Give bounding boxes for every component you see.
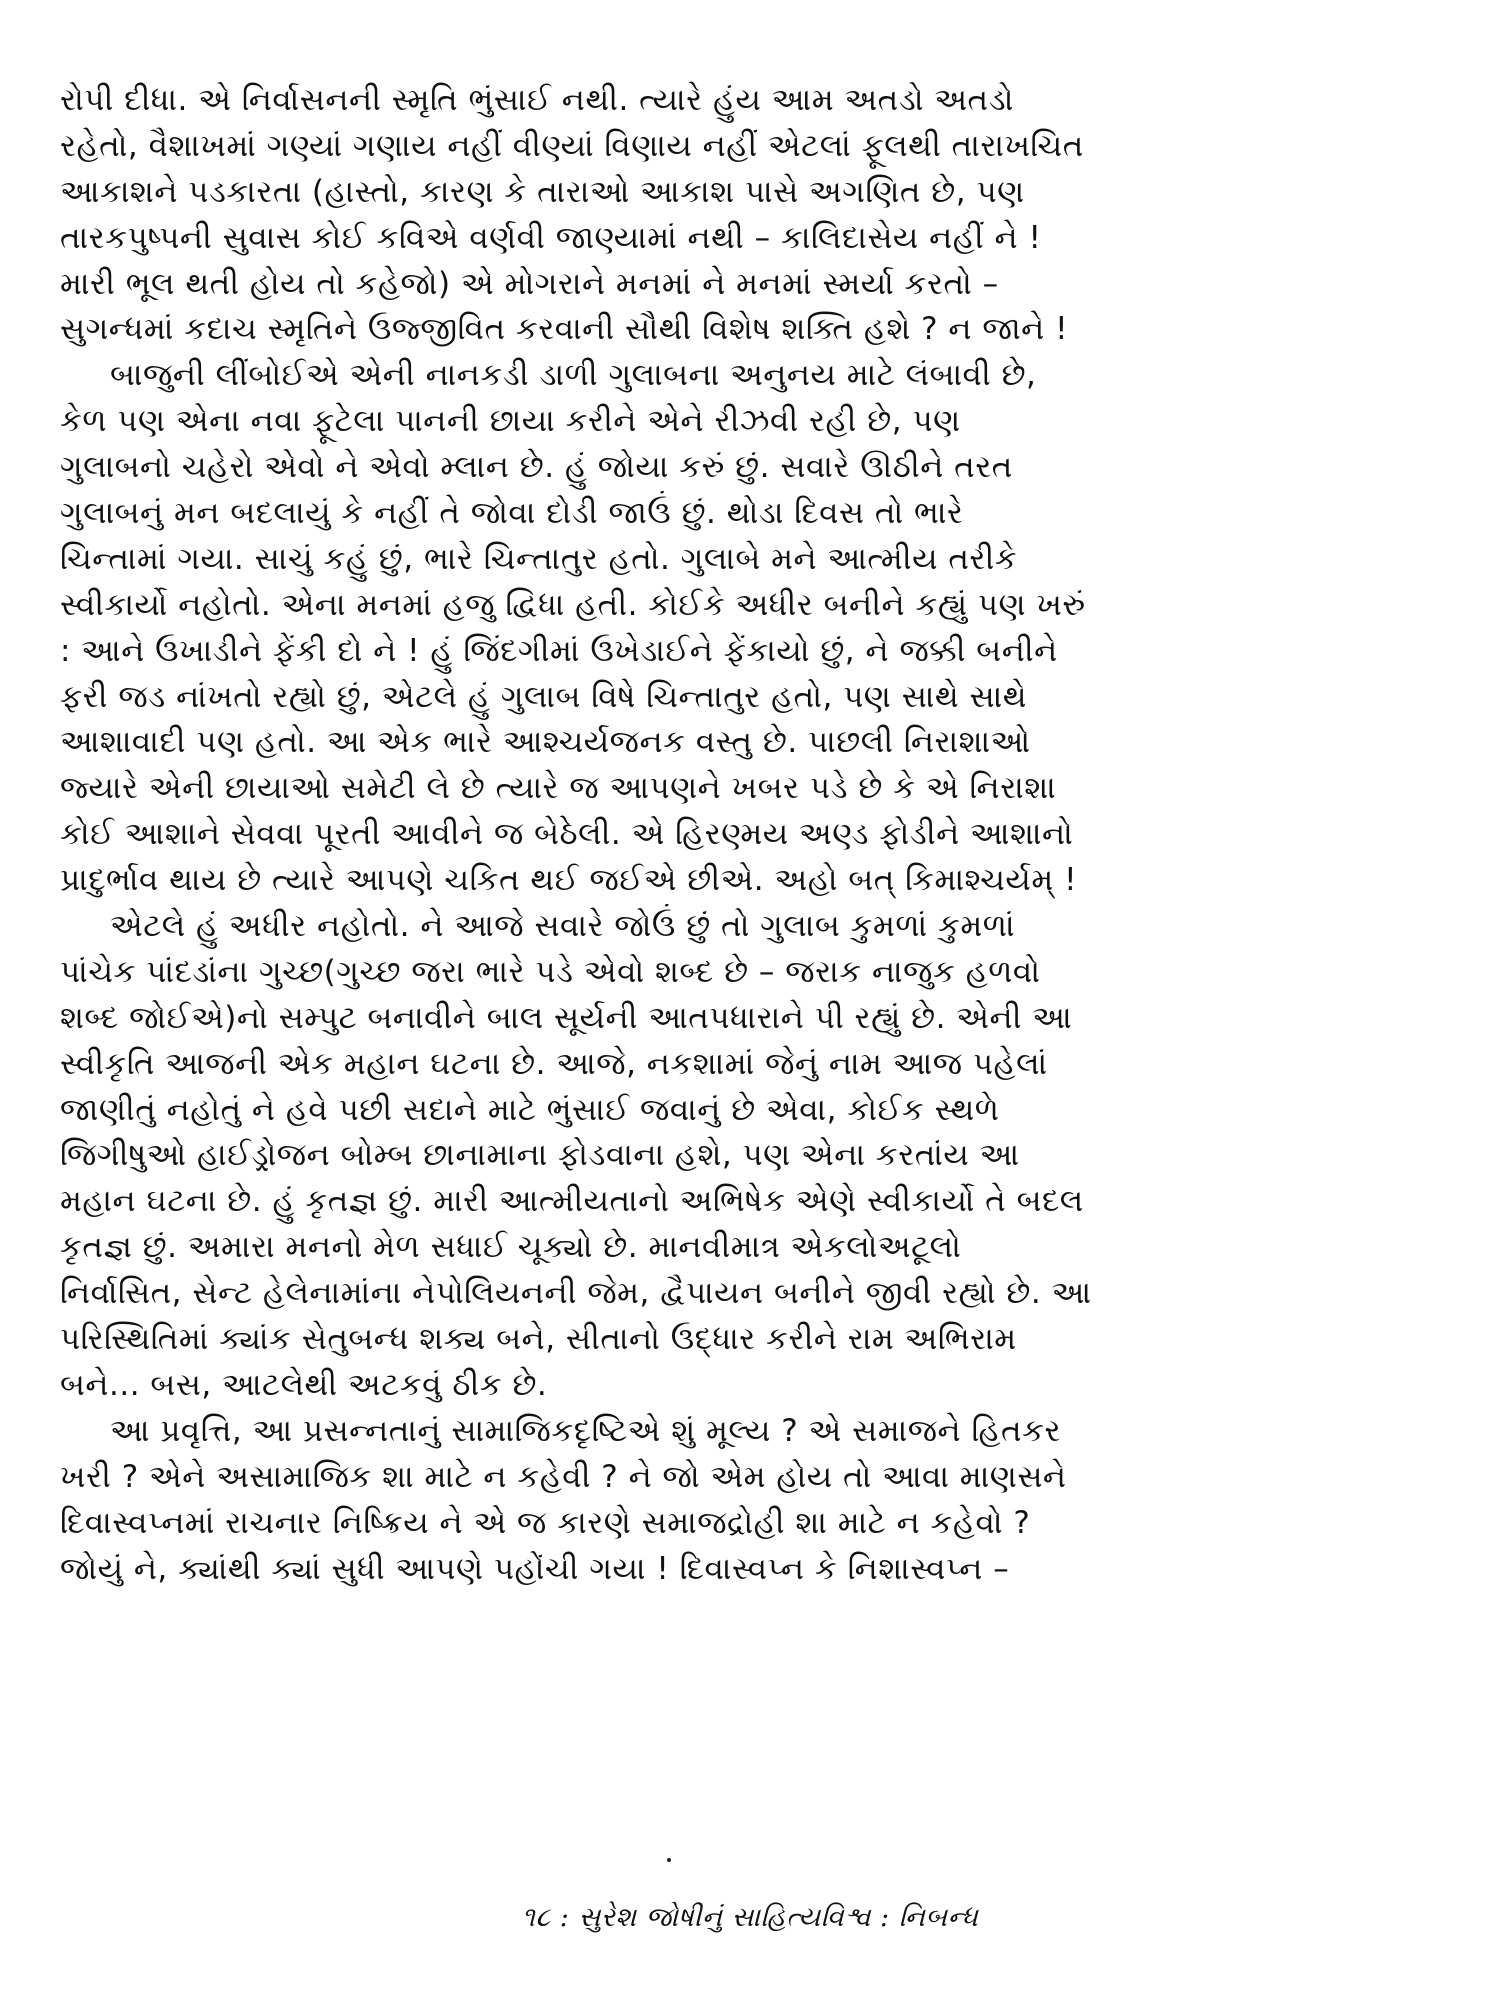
text-line: એટલે હું અધીર નહોતો. ને આજે સવારે જોઉં છું તો ગુલાબ કુમળાં કુમળાં: [110, 908, 1016, 945]
text-line: ગુલાબનું મન બદલાયું કે નહીં તે જોવા દોડી જાઉં છું. થોડા દિવસ તો ભારે: [60, 495, 964, 532]
text-line: સુગન્ધમાં કદાચ સ્મૃતિને ઉજ્જીવિત કરવાની સૌથી વિશેષ શક્તિ હશે ? ન જાને !: [60, 311, 1069, 348]
text-line: : આને ઉખાડીને ફેંકી દો ને ! હું જિંદગીમાં ઉખેડાઈને ફેંકાયો છું, ને જક્કી બનીને: [60, 632, 1058, 669]
text-line: બને... બસ, આટલેથી અટકવું ઠીક છે.: [60, 1366, 548, 1403]
text-line: પાંચેક પાંદડાંના ગુચ્છ(ગુચ્છ જરા ભારે પડે એવો શબ્દ છે – જરાક નાજુક હળવો: [60, 953, 1041, 990]
text-line: દિવાસ્વપ્નમાં રાચનાર નિષ્ક્રિય ને એ જ કારણે સમાજદ્રોહી શા માટે ન કહેવો ?: [60, 1504, 1031, 1541]
text-line: આશાવાદી પણ હતો. આ એક ભારે આશ્ચર્યજનક વસ્તુ છે. પાછલી નિરાશાઓ: [60, 724, 1031, 761]
text-line: સ્વીકૃતિ આજની એક મહાન ઘટના છે. આજે, નકશામાં જેનું નામ આજ પહેલાં: [60, 1045, 1048, 1082]
text-line: જાણીતું નહોતું ને હવે પછી સદાને માટે ભુંસાઈ જવાનું છે એવા, કોઈક સ્થળે: [60, 1091, 1000, 1128]
text-line: જ્યારે એની છાયાઓ સમેટી લે છે ત્યારે જ આપણને ખબર પડે છે કે એ નિરાશા: [60, 770, 1057, 807]
text-line: શબ્દ જોઈએ)નો સમ્પુટ બનાવીને બાલ સૂર્યની આતપધારાને પી રહ્યું છે. એની આ: [60, 999, 1073, 1036]
body-text: [60, 78, 1440, 1592]
text-line: ગુલાબનો ચહેરો એવો ને એવો મ્લાન છે. હું જોયા કરું છું. સવારે ઊઠીને તરત: [60, 449, 1013, 486]
text-line: કેળ પણ એના નવા ફૂટેલા પાનની છાયા કરીને એને રીઝવી રહી છે, પણ: [60, 403, 961, 440]
text-line: જિગીષુઓ હાઈડ્રોજન બોમ્બ છાનામાના ફોડવાના હશે, પણ એના કરતાંય આ: [60, 1137, 1020, 1174]
text-line: આ પ્રવૃત્તિ, આ પ્રસન્નતાનું સામાજિકદૃષ્ટિએ શું મૂલ્ય ? એ સમાજને હિતકર: [110, 1412, 1061, 1449]
text-line: કૃતજ્ઞ છું. અમારા મનનો મેળ સધાઈ ચૂક્યો છે. માનવીમાત્ર એકલોઅટૂલો: [60, 1229, 962, 1266]
text-line: મહાન ઘટના છે. હું કૃતજ્ઞ છું. મારી આત્મીયતાનો અભિષેક એણે સ્વીકાર્યો તે બદલ: [60, 1183, 1084, 1220]
text-line: રોપી દીધા. એ નિર્વાસનની સ્મૃતિ ભુંસાઈ નથી. ત્યારે હુંય આમ અતડો અતડો: [60, 82, 1014, 118]
text-line: મારી ભૂલ થતી હોય તો કહેજો) એ મોગરાને મનમાં ને મનમાં સ્મર્યા કરતો –: [60, 265, 999, 302]
text-line: ખરી ? એને અસામાજિક શા માટે ન કહેવી ? ને જો એમ હોય તો આવા માણસને: [60, 1458, 1067, 1495]
text-line: નિર્વાસિત, સેન્ટ હેલેનામાંના નેપોલિયનની જેમ, દ્વૈપાયન બનીને જીવી રહ્યો છે. આ: [60, 1275, 1092, 1312]
page-mark: [667, 1858, 671, 1862]
text-line: જોયું ને, ક્યાંથી ક્યાં સુધી આપણે પહોંચી ગયા ! દિવાસ્વપ્ન કે નિશાસ્વપ્ન –: [60, 1550, 1010, 1587]
text-line: પ્રાદુર્ભાવ થાય છે ત્યારે આપણે ચકિત થઈ જઈએ છીએ. અહો બત્ કિમાશ્ચર્યમ્ !: [60, 862, 1077, 899]
text-line: પરિસ્થિતિમાં ક્યાંક સેતુબન્ધ શક્ય બને, સીતાનો ઉદ્ધાર કરીને રામ અભિરામ: [60, 1321, 1017, 1358]
text-line: કોઈ આશાને સેવવા પૂરતી આવીને જ બેઠેલી. એ હિરણ્મય અણ્ડ ફોડીને આશાનો: [60, 816, 1074, 853]
text-line: ફરી જડ નાંખતો રહ્યો છું, એટલે હું ગુલાબ વિષે ચિન્તાતુર હતો, પણ સાથે સાથે: [60, 678, 1028, 715]
text-line: સ્વીકાર્યો નહોતો. એના મનમાં હજુ દ્વિધા હતી. કોઈકે અધીર બનીને કહ્યું પણ ખરું: [60, 586, 1086, 623]
page-footer: ૧૮ : સુરેશ જોષીનું સાહિત્યવિશ્વ : નિબન્ધ: [521, 1902, 979, 1933]
text-line: ચિન્તામાં ગયા. સાચું કહું છું, ભારે ચિન્તાતુર હતો. ગુલાબે મને આત્મીય તરીકે: [60, 540, 1018, 577]
text-line: રહેતો, વૈશાખમાં ગણ્યાં ગણાય નહીં વીણ્યાં વિણાય નહીં એટલાં ફૂલથી તારાખચિત: [60, 127, 1084, 164]
text-line: બાજુની લીંબોઈએ એની નાનકડી ડાળી ગુલાબના અનુનય માટે લંબાવી છે,: [110, 357, 1037, 394]
text-line: તારકપુષ્પની સુવાસ કોઈ કવિએ વર્ણવી જાણ્યામાં નથી – કાલિદાસેય નહીં ને !: [60, 219, 1042, 256]
text-line: આકાશને પડકારતા (હાસ્તો, કારણ કે તારાઓ આકાશ પાસે અગણિત છે, પણ: [60, 173, 1025, 210]
